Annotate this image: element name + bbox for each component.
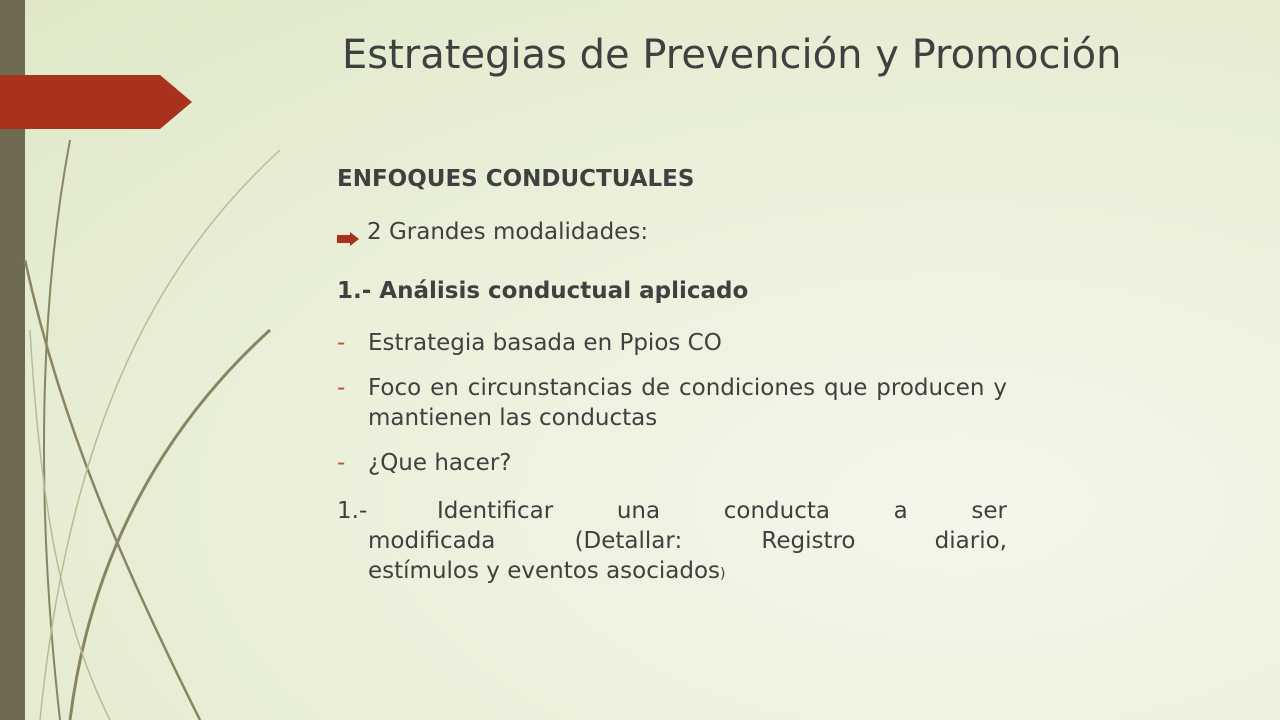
numbered-item-line-1 xyxy=(437,496,1007,526)
dash-item xyxy=(337,448,1007,478)
title-arrow-tab xyxy=(0,75,192,129)
dash-bullet-icon: - xyxy=(337,375,346,401)
numbered-item-line-2: modificada (Detallar: Registro diario, xyxy=(368,528,1007,554)
bullet-item xyxy=(337,217,1007,254)
word: conducta xyxy=(723,498,830,524)
numbered-item-line-3-text: estímulos y eventos asociados xyxy=(368,558,721,584)
word: una xyxy=(616,498,661,524)
slide-title: Estrategias de Prevención y Promoción xyxy=(342,32,1122,78)
word: ser xyxy=(971,498,1007,524)
numbered-item-line-3 xyxy=(368,556,1007,589)
slide-content xyxy=(337,160,1007,589)
dash-bullet-icon: - xyxy=(337,450,346,476)
bullet-text: 2 Grandes modalidades: xyxy=(367,219,649,245)
dash-item-text: ¿Que hacer? xyxy=(368,450,512,476)
dash-bullet-icon: - xyxy=(337,330,346,356)
numbered-item-label: 1.- xyxy=(337,498,368,524)
word: Identificar xyxy=(437,498,554,524)
dash-item xyxy=(337,328,1007,358)
subsection-heading: 1.- Análisis conductual aplicado xyxy=(337,278,749,304)
numbered-item xyxy=(337,496,1007,589)
dash-item-text: Foco en circunstancias de condiciones que producen y mantienen las conductas xyxy=(368,375,1007,431)
dash-item-text: Estrategia basada en Ppios CO xyxy=(368,330,722,356)
dash-item xyxy=(337,373,1007,433)
section-heading: ENFOQUES CONDUCTUALES xyxy=(337,166,695,192)
word: a xyxy=(893,498,908,524)
arrow-bullet-icon xyxy=(337,217,367,254)
closing-paren: ) xyxy=(720,566,726,582)
numbered-item-text xyxy=(368,496,1007,589)
